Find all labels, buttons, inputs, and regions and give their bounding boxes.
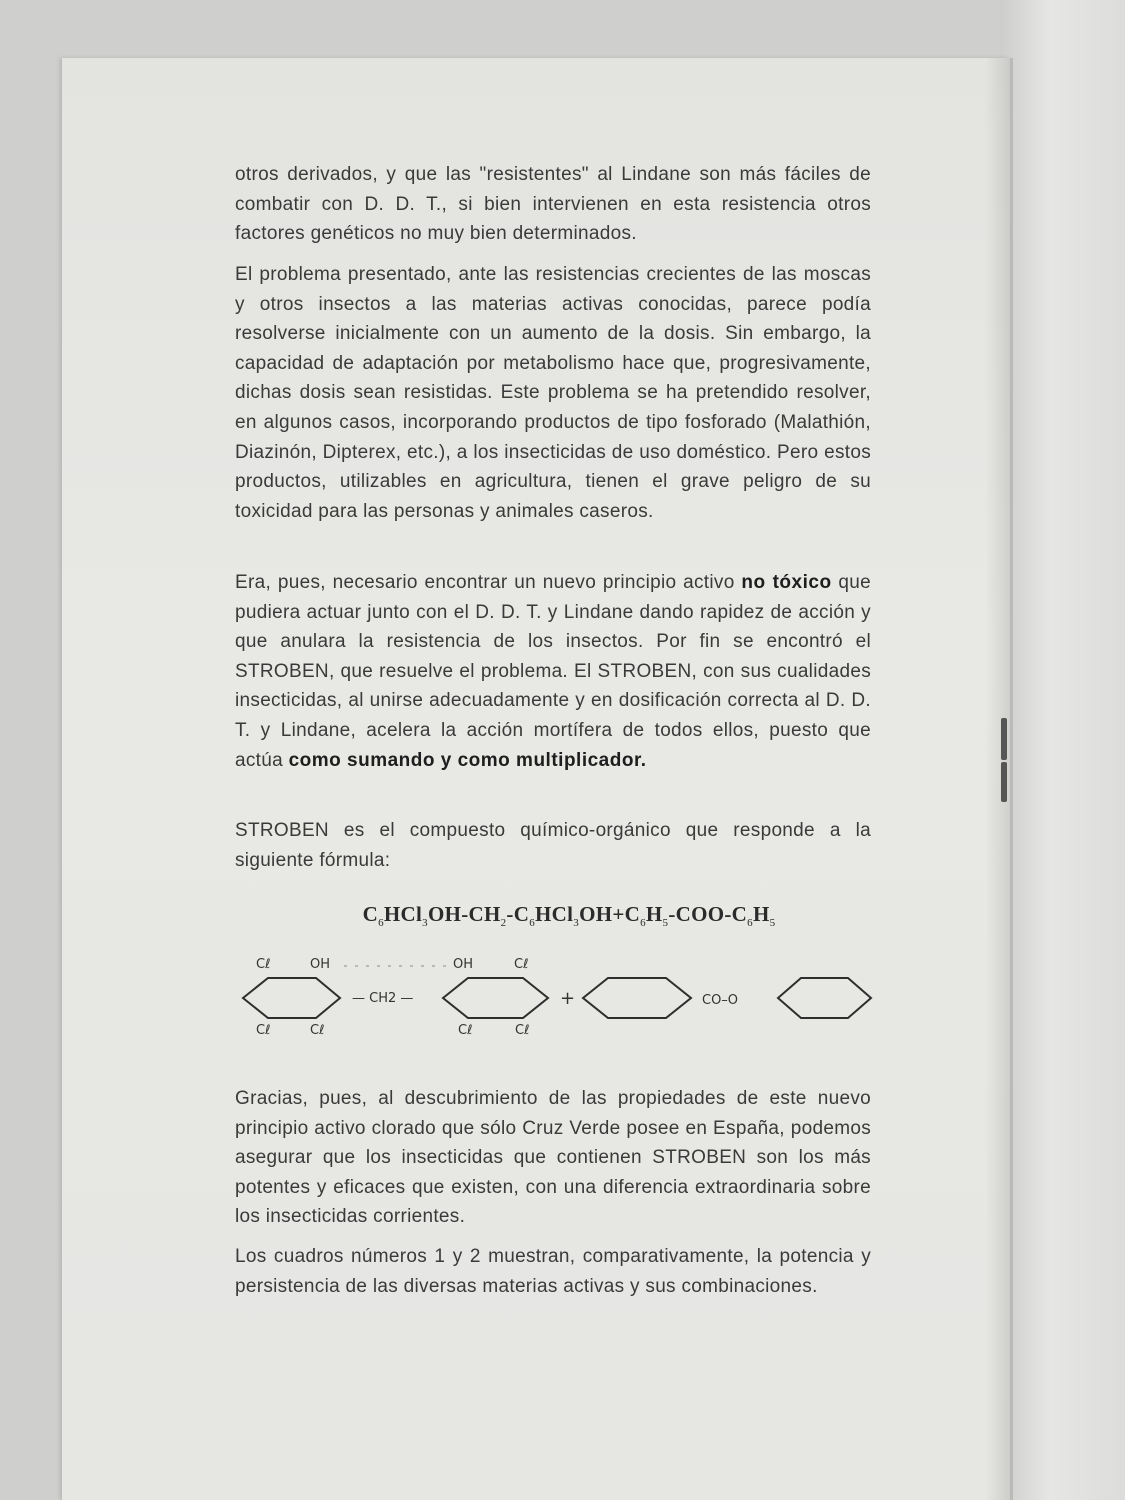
label-oh: OH [453,957,474,972]
paragraph-4: STROBEN es el compuesto químico-orgánico que responde a la siguiente fórmula: [235,820,871,871]
formula-text: -COO-C [668,902,748,926]
paragraph-3-text-a: Era, pues, necesario encontrar un nuevo principio activo [235,572,735,593]
benzene-ring-1 [243,978,340,1018]
formula-subscript: 6 [747,917,753,930]
formula-subscript: 3 [573,917,580,930]
label-plus: + [560,988,576,1009]
page-fold-shadow [985,58,1013,1500]
formula-subscript: 5 [662,917,669,930]
paragraph-3 [235,568,871,775]
benzene-ring-4 [778,978,871,1018]
formula-text: H [645,902,663,926]
staple-icon [1001,718,1007,760]
label-cl: Cℓ [515,1023,530,1038]
chemical-formula [334,902,804,929]
label-cl: Cℓ [256,1023,271,1038]
label-cl: Cℓ [514,957,529,972]
formula-subscript: 5 [769,917,776,930]
formula-text: HCl [383,902,423,926]
emphasis-sumando-multiplicador: como sumando y como multiplicador. [288,749,647,771]
formula-text: C [362,902,379,926]
paragraph-1: otros derivados, y que las "resistentes" al Lindane son más fáciles de combatir con D. D. T., si bien intervienen en esta resistencia otros factores genéticos no muy bien determinados. [235,164,871,245]
label-oh: OH [310,957,331,972]
paragraph-2: El problema presentado, ante las resistencias crecientes de las moscas y otros insectos a las materias activas conocidas, parece podía resolverse inicialmente con un aumento de la dosis. Sin embargo, la capacidad de adaptación por metabolismo hace que, progresivamente, dichas dosis sean resistidas. Este problema se ha pretendido resolver, en algunos casos, incorporando productos de tipo fosforado (Malathión, Diazinón, Dipterex, etc.), a los insecticidas de uso doméstico. Pero estos productos, utilizables en agricultura, tienen el grave peligro de su toxicidad para las personas y animales caseros. [235,264,871,522]
label-cl: Cℓ [256,957,271,972]
benzene-ring-2 [443,978,548,1018]
label-coo: CO–O [702,993,739,1008]
paragraph-5: Gracias, pues, al descubrimiento de las propiedades de este nuevo principio activo clorado que sólo Cruz Verde posee en España, podemos asegurar que los insecticidas que contienen STROBEN son los más potentes y eficaces que existen, con una diferencia extraordinaria sobre los insecticidas corrientes. [235,1088,871,1228]
paragraph-6: Los cuadros números 1 y 2 muestran, comparativamente, la potencia y persistencia de las diversas materias activas y sus combinaciones. [235,1246,871,1297]
formula-text: HCl [535,902,574,926]
structural-formula-diagram [238,950,878,1050]
formula-text: OH-CH [427,902,501,926]
formula-text: -C [506,902,530,926]
adjacent-page [1000,0,1125,1500]
label-cl: Cℓ [458,1023,473,1038]
formula-subscript: 6 [378,917,384,930]
formula-text: OH+C [579,902,641,926]
formula-subscript: 6 [640,917,646,930]
formula-subscript: 6 [529,917,535,930]
label-ch2: — CH2 — [352,991,414,1006]
formula-text: H [752,902,770,926]
staple-icon [1001,762,1007,802]
benzene-ring-3 [583,978,691,1018]
formula-subscript: 2 [500,917,507,930]
label-cl: Cℓ [310,1023,325,1038]
formula-subscript: 3 [422,917,428,930]
emphasis-no-toxico: no tóxico [741,572,832,593]
paragraph-3-text-b: que pudiera actuar junto con el D. D. T. y Lindane dando rapidez de acción y que anulara la resistencia de los insectos. Por fin se encontró el STROBEN, que resuelve el problema. El STROBEN, con sus cualidades insecticidas, al unirse adecuadamente y en dosificación correcta al D. D. T. y Lindane, acelera la acción mortífera de todos ellos, puesto que actúa [235,572,871,771]
